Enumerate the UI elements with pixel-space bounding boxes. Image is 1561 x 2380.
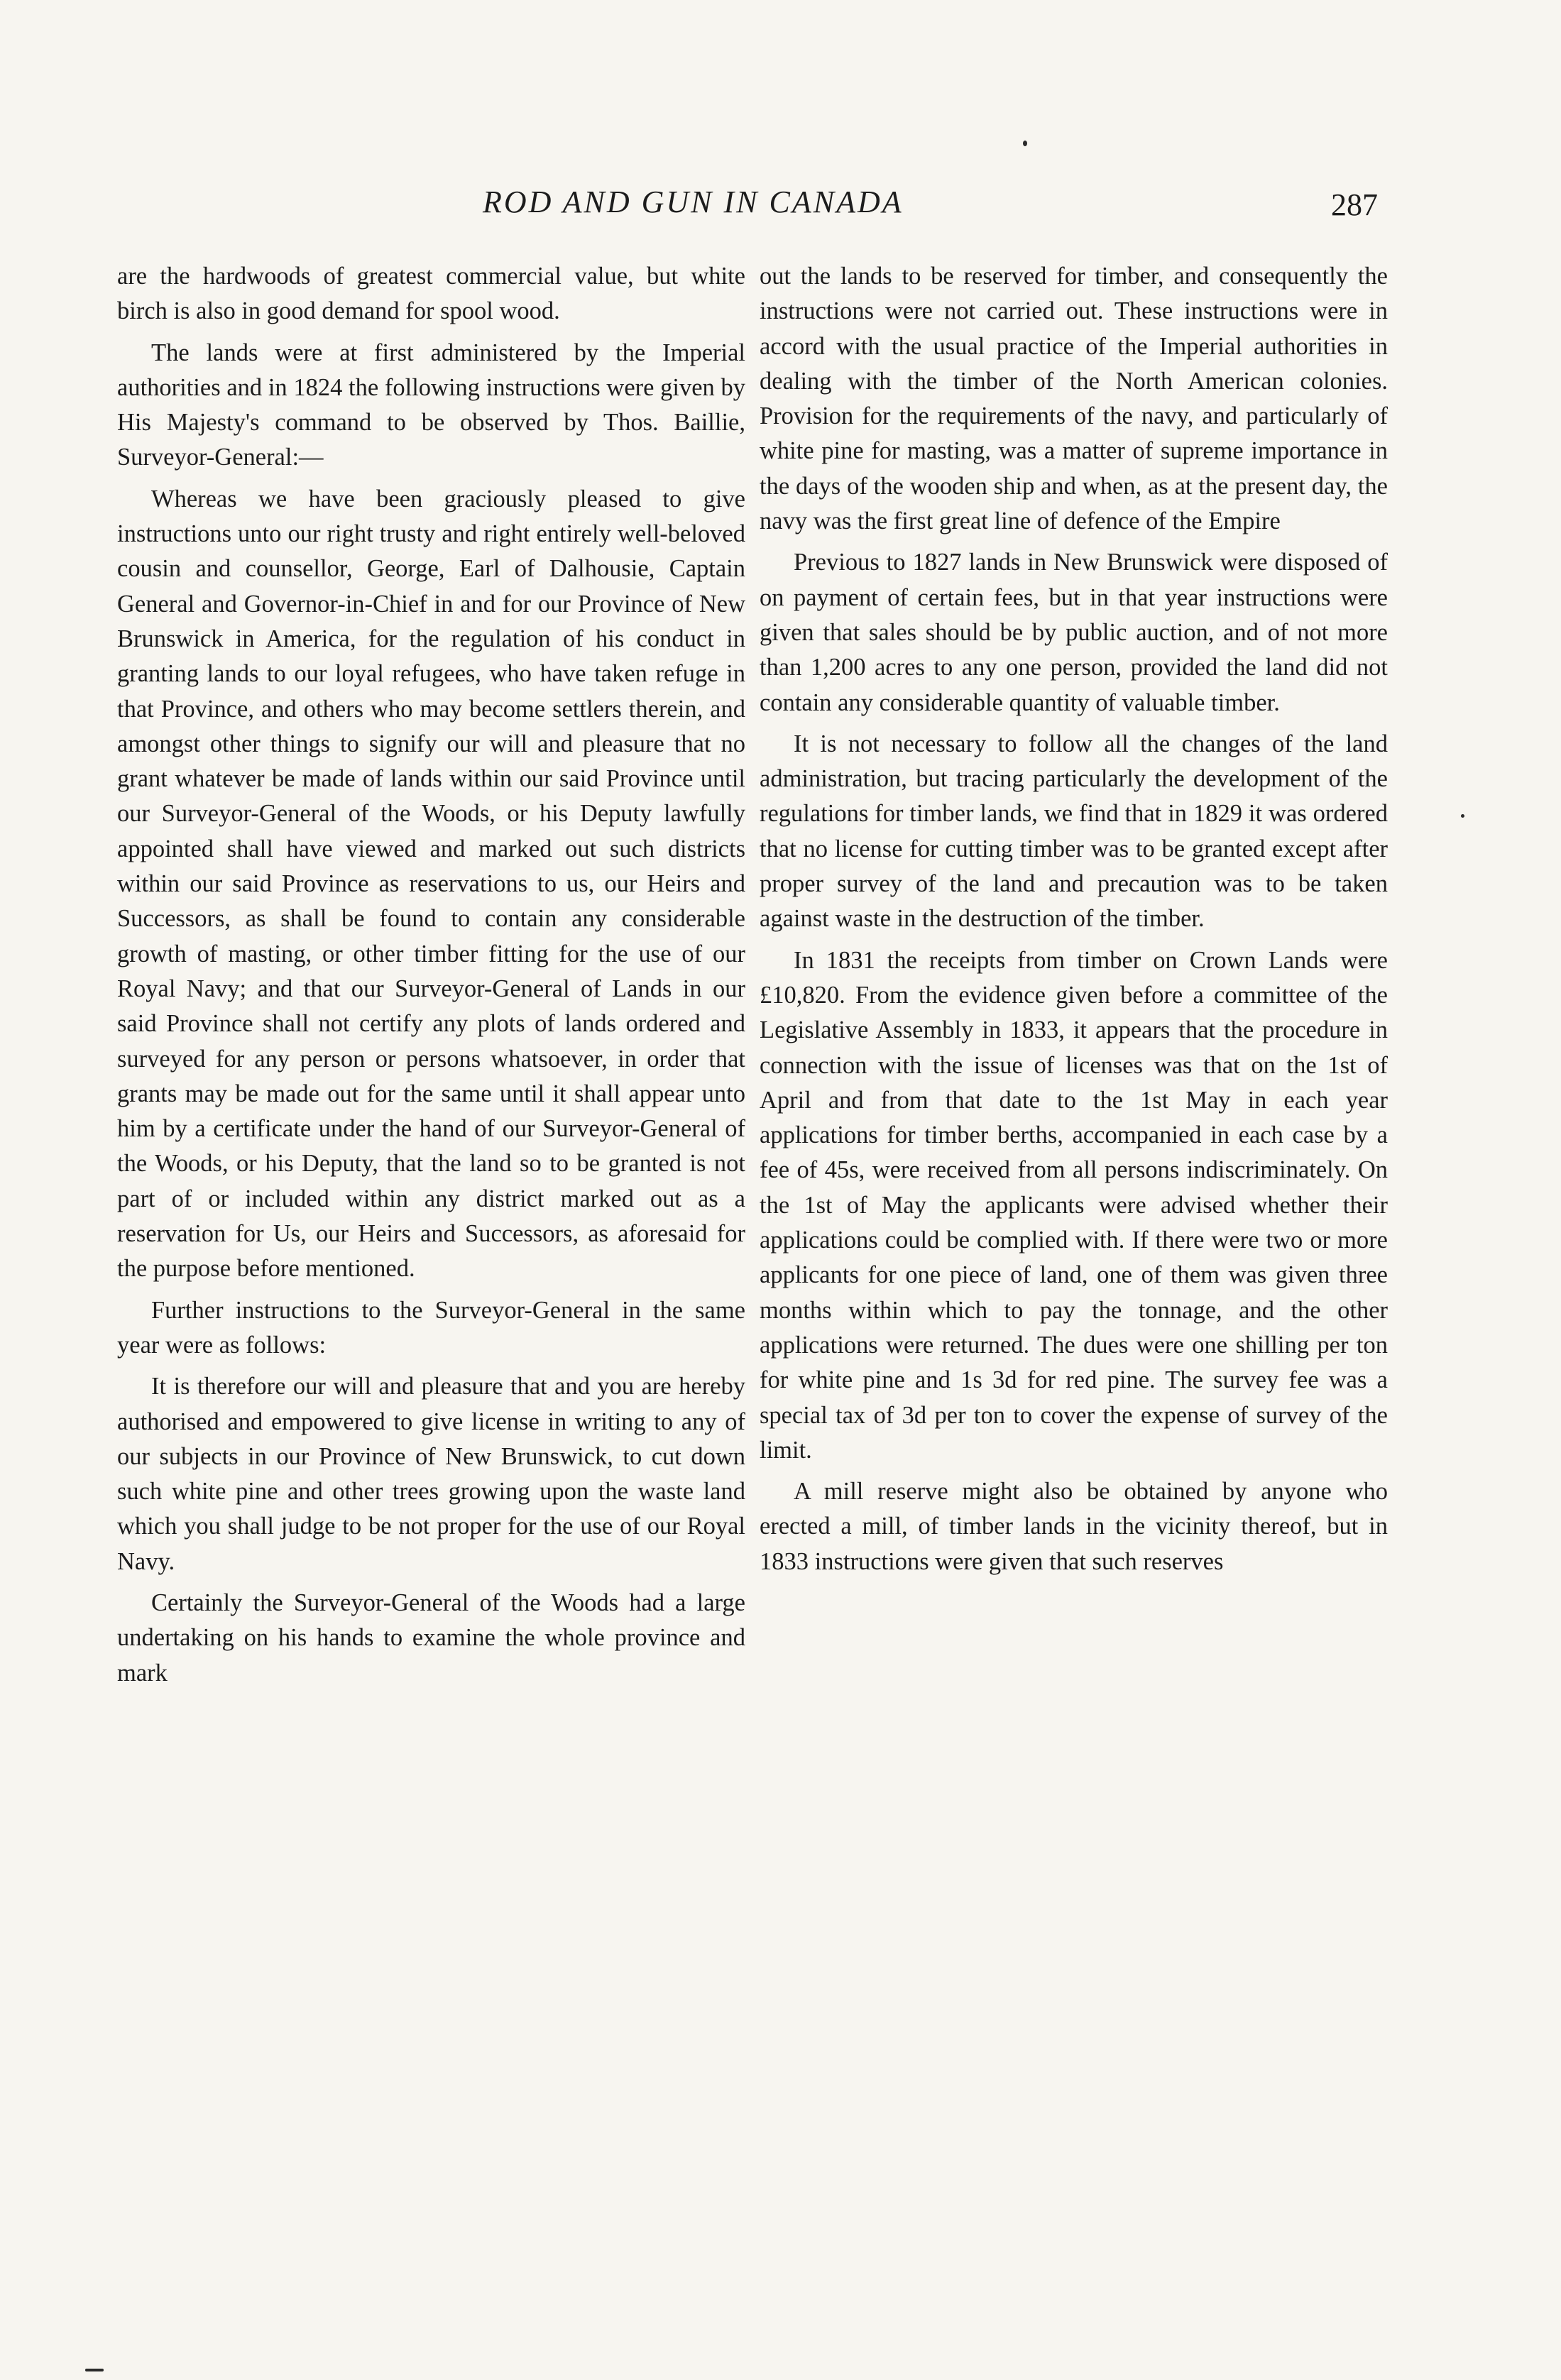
right-column bbox=[760, 259, 1388, 2282]
right-paragraph-2: Previous to 1827 lands in New Brunswick were disposed of on payment of certain fees, but in that year instructions were given that sales should be by public auction, and of not more than 1,200 acres to any one person, provided the land did not contain any considerable quantity of valuable timber. bbox=[760, 549, 1388, 716]
left-column bbox=[117, 259, 745, 2282]
right-paragraph-3: It is not necessary to follow all the changes of the land administration, but tracing particularly the development of the regulations for timber lands, we find that in 1829 it was ordered that no license for cutting timber was to be granted except after proper survey of the land and precaution was to be taken against waste in the destruction of the timber. bbox=[760, 730, 1388, 933]
left-paragraph-4: Further instructions to the Surveyor-General in the same year were as follows: bbox=[117, 1296, 745, 1359]
left-paragraph-2: The lands were at first administered by the Imperial authorities and in 1824 the following instructions were given by His Majesty's command to be observed by Thos. Baillie, Surveyor-General:— bbox=[117, 339, 745, 471]
page-number: 287 bbox=[1331, 187, 1378, 222]
left-paragraph-6: Certainly the Surveyor-General of the Woods had a large undertaking on his hands to examine the whole province and mark bbox=[117, 1589, 745, 1687]
left-paragraph-1: are the hardwoods of greatest commercial value, but white birch is also in good demand for spool wood. bbox=[117, 263, 745, 325]
left-paragraph-3: Whereas we have been graciously pleased to give instructions unto our right trusty and right entirely well-beloved cousin and counsellor, George, Earl of Dalhousie, Captain General and Governor-in-Chief in and for our Province of New Brunswick in America, for the regulation of his conduct in granting lands to our loyal refugees, who have taken refuge in that Province, and others who may become settlers therein, and amongst other things to signify our will and pleasure that no grant whatever be made of lands within our said Province until our Surveyor-General of the Woods, or his Deputy lawfully appointed shall have viewed and marked out such districts within our said Province as reservations to us, our Heirs and Successors, as shall be found to contain any considerable growth of masting, or other timber fitting for the use of our Royal Navy; and that our Surveyor-General of Lands in our said Province shall not certify any plots of lands ordered and surveyed for any person or persons whatsoever, in order that grants may be made out for the same until it shall appear unto him by a certificate under the hand of our Surveyor-General of the Woods, or his Deputy, that the land so to be granted is not part of or included within any district marked out as a reservation for Us, our Heirs and Successors, as aforesaid for the purpose before mentioned. bbox=[117, 485, 745, 1283]
right-paragraph-5: A mill reserve might also be obtained by anyone who erected a mill, of timber lands in the vicinity thereof, but in 1833 instructions were given that such reserves bbox=[760, 1478, 1388, 1575]
scan-speck-top bbox=[1023, 141, 1027, 146]
running-title: ROD AND GUN IN CANADA bbox=[483, 185, 904, 219]
right-paragraph-1: out the lands to be reserved for timber, and consequently the instructions were not carried out. These instructions were in accord with the usual practice of the Imperial authorities in dealing with the timber of the North American colonies. Provision for the requirements of the navy, and particularly of white pine for masting, was a matter of supreme importance in the days of the wooden ship and when, as at the present day, the navy was the first great line of defence of the Empire bbox=[760, 263, 1388, 535]
running-header bbox=[0, 181, 1561, 231]
scan-speck-bottom bbox=[85, 2369, 104, 2371]
left-paragraph-5: It is therefore our will and pleasure that and you are hereby authorised and empowered to give license in writing to any of our subjects in our Province of New Brunswick, to cut down such white pine and other trees growing upon the waste land which you shall judge to be not proper for the use of our Royal Navy. bbox=[117, 1373, 745, 1575]
right-paragraph-4: In 1831 the receipts from timber on Crown Lands were £10,820. From the evidence given before a committee of the Legislative Assembly in 1833, it appears that the procedure in connection with the issue of licenses was that on the 1st of April and from that date to the 1st May in each year applications for timber berths, accompanied in each case by a fee of 45s, were received from all persons indiscriminately. On the 1st of May the applicants were advised whether their applications could be complied with. If there were two or more applicants for one piece of land, one of them was given three months within which to pay the tonnage, and the other applications were returned. The dues were one shilling per ton for white pine and 1s 3d for red pine. The survey fee was a special tax of 3d per ton to cover the expense of survey of the limit. bbox=[760, 946, 1388, 1464]
scan-speck-right bbox=[1461, 814, 1464, 818]
